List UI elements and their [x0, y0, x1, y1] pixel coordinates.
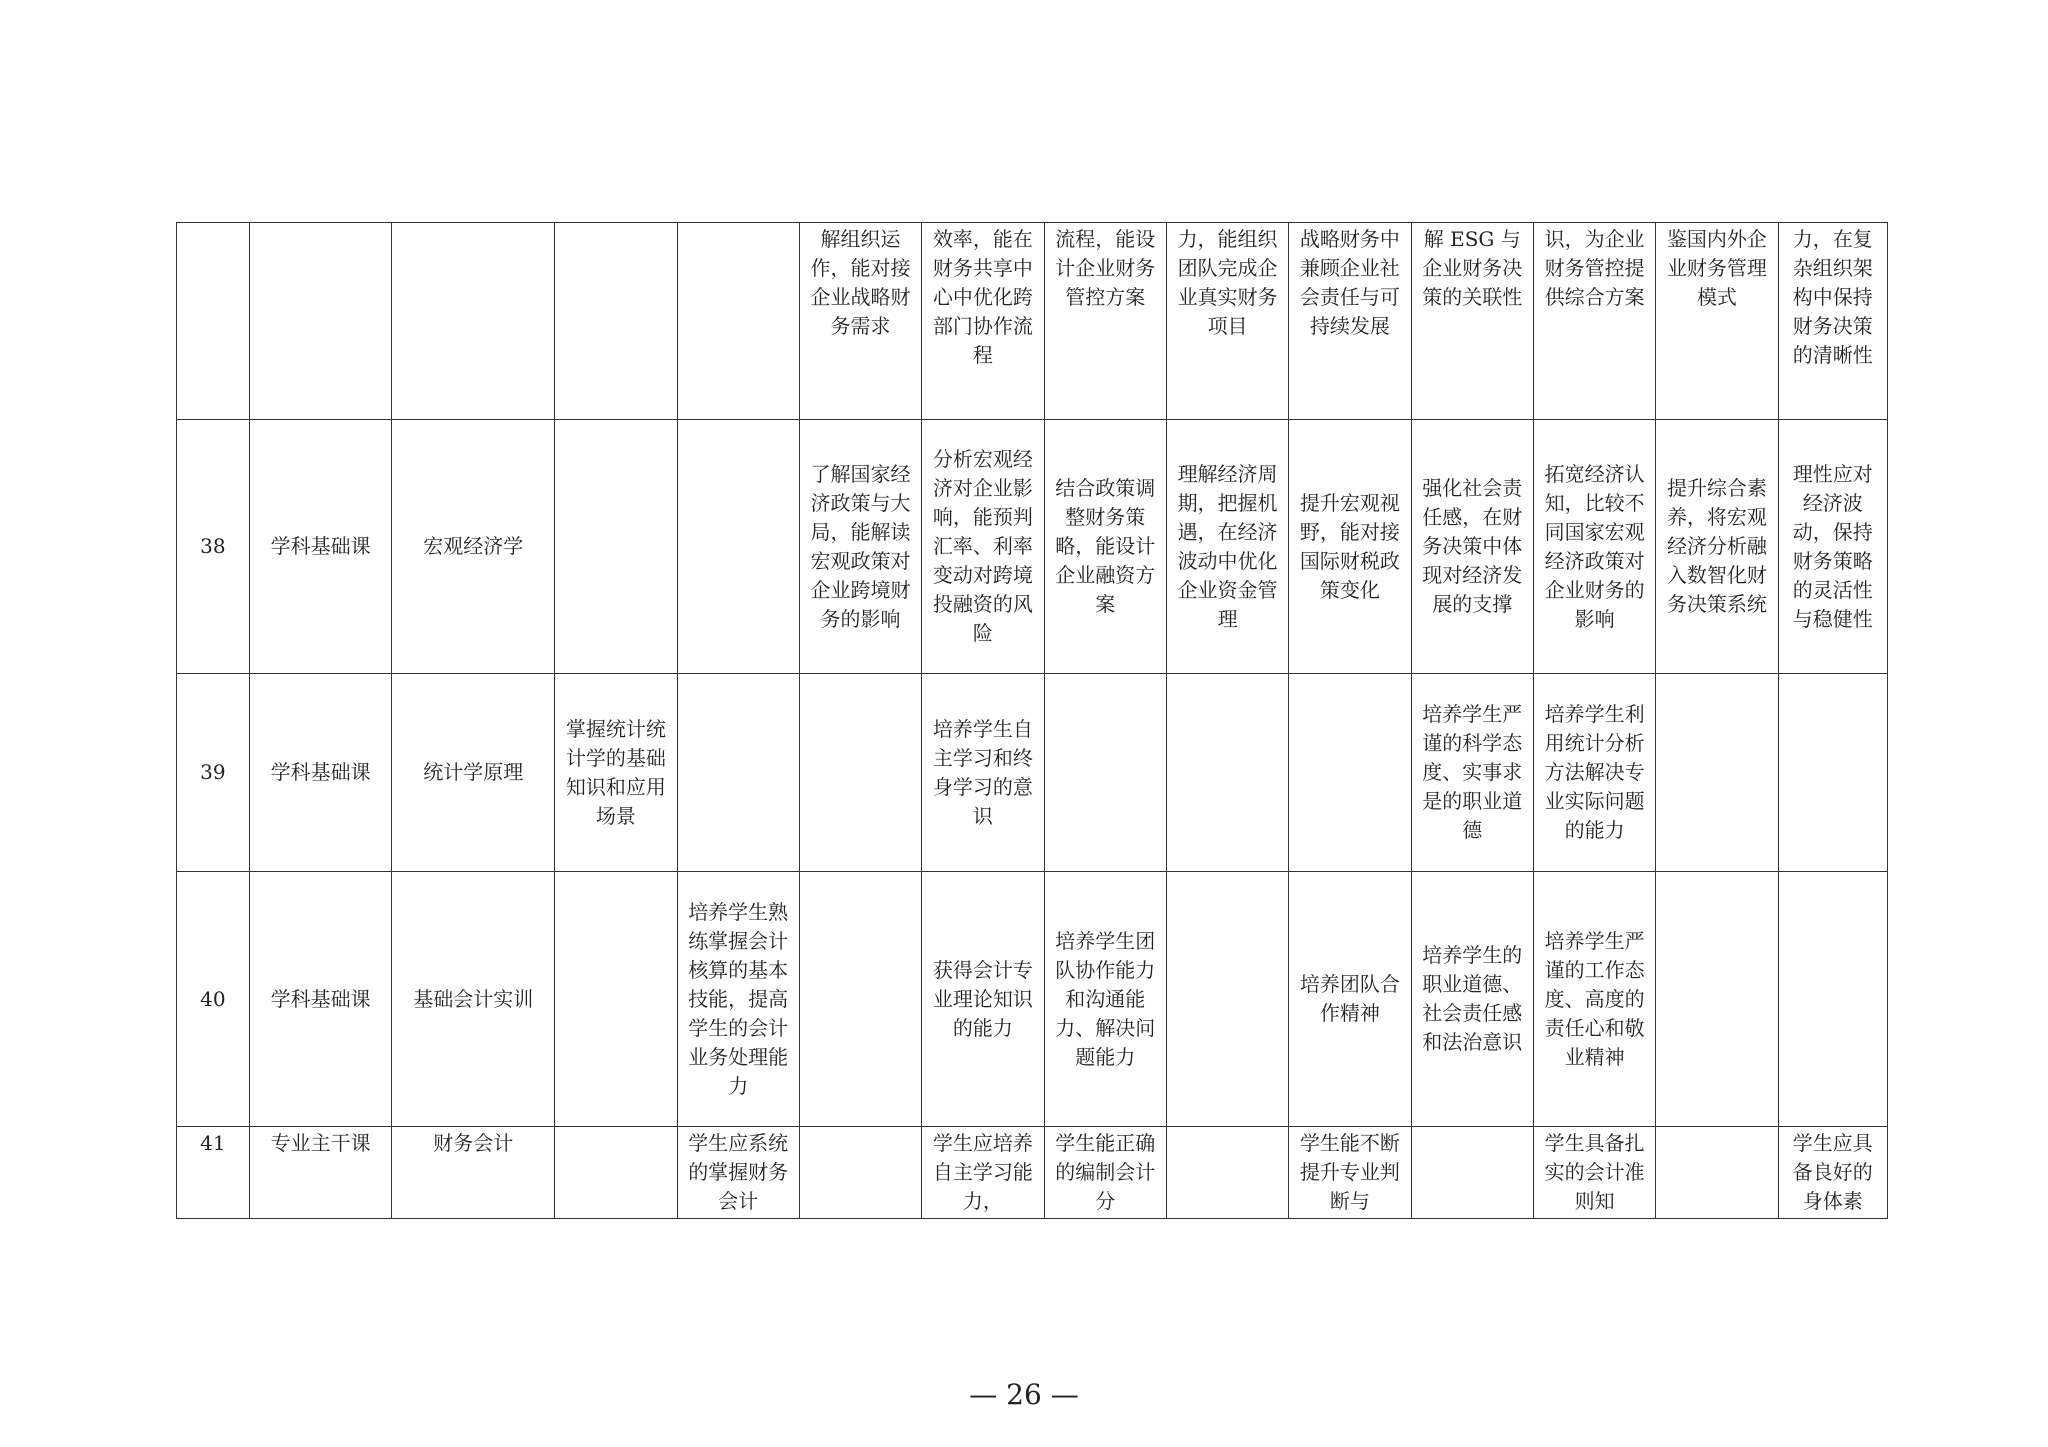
objective-cell — [677, 674, 799, 872]
objective-cell: 解 ESG 与企业财务决策的关联性 — [1411, 223, 1533, 420]
objective-cell: 培养学生熟练掌握会计核算的基本技能，提高学生的会计业务处理能力 — [677, 872, 799, 1127]
course-type-cell — [249, 223, 392, 420]
table-row — [177, 674, 1888, 872]
objective-cell — [799, 872, 921, 1127]
objective-cell: 掌握统计统计学的基础知识和应用场景 — [555, 674, 677, 872]
objective-cell: 效率，能在财务共享中心中优化跨部门协作流程 — [922, 223, 1044, 420]
objective-cell: 结合政策调整财务策略，能设计企业融资方案 — [1044, 420, 1166, 674]
objective-cell — [1166, 872, 1288, 1127]
table-row — [177, 1127, 1888, 1219]
row-number-cell: 39 — [177, 674, 250, 872]
row-number-cell: 41 — [177, 1127, 250, 1219]
objective-cell — [1166, 674, 1288, 872]
objective-cell — [1411, 1127, 1533, 1219]
objective-cell: 力，能组织团队完成企业真实财务项目 — [1166, 223, 1288, 420]
objective-cell: 提升综合素养，将宏观经济分析融入数智化财务决策系统 — [1656, 420, 1778, 674]
course-name-cell: 财务会计 — [392, 1127, 555, 1219]
objective-cell: 强化社会责任感，在财务决策中体现对经济发展的支撑 — [1411, 420, 1533, 674]
objective-cell — [1656, 872, 1778, 1127]
objective-cell: 获得会计专业理论知识的能力 — [922, 872, 1044, 1127]
objective-cell — [1289, 674, 1411, 872]
objective-cell — [677, 223, 799, 420]
table-row — [177, 872, 1888, 1127]
objective-cell: 识，为企业财务管控提供综合方案 — [1533, 223, 1655, 420]
objective-cell: 培养学生的职业道德、社会责任感和法治意识 — [1411, 872, 1533, 1127]
course-name-cell — [392, 223, 555, 420]
course-type-cell: 学科基础课 — [249, 420, 392, 674]
objective-cell: 学生能正确的编制会计分 — [1044, 1127, 1166, 1219]
table-row — [177, 420, 1888, 674]
objective-cell: 培养学生团队协作能力和沟通能力、解决问题能力 — [1044, 872, 1166, 1127]
course-type-cell: 学科基础课 — [249, 674, 392, 872]
objective-cell: 学生能不断提升专业判断与 — [1289, 1127, 1411, 1219]
objective-cell: 培养学生严谨的科学态度、实事求是的职业道德 — [1411, 674, 1533, 872]
objective-cell: 了解国家经济政策与大局，能解读宏观政策对企业跨境财务的影响 — [799, 420, 921, 674]
objective-cell: 理解经济周期，把握机遇，在经济波动中优化企业资金管理 — [1166, 420, 1288, 674]
objective-cell: 战略财务中兼顾企业社会责任与可持续发展 — [1289, 223, 1411, 420]
course-objectives-table — [176, 222, 1888, 1219]
objective-cell — [555, 420, 677, 674]
objective-cell — [555, 1127, 677, 1219]
objective-cell: 培养学生严谨的工作态度、高度的责任心和敬业精神 — [1533, 872, 1655, 1127]
objective-cell: 学生应培养自主学习能力， — [922, 1127, 1044, 1219]
table-row — [177, 223, 1888, 420]
course-type-cell: 专业主干课 — [249, 1127, 392, 1219]
objective-cell — [555, 872, 677, 1127]
objective-cell — [1656, 1127, 1778, 1219]
objective-cell: 力，在复杂组织架构中保持财务决策的清晰性 — [1778, 223, 1887, 420]
objective-cell: 解组织运作，能对接企业战略财务需求 — [799, 223, 921, 420]
objective-cell — [1656, 674, 1778, 872]
objective-cell — [1778, 674, 1887, 872]
objective-cell — [1166, 1127, 1288, 1219]
objective-cell — [799, 1127, 921, 1219]
course-name-cell: 基础会计实训 — [392, 872, 555, 1127]
objective-cell: 拓宽经济认知，比较不同国家宏观经济政策对企业财务的影响 — [1533, 420, 1655, 674]
course-type-cell: 学科基础课 — [249, 872, 392, 1127]
objective-cell: 学生应具备良好的身体素 — [1778, 1127, 1887, 1219]
objective-cell: 培养团队合作精神 — [1289, 872, 1411, 1127]
course-name-cell: 统计学原理 — [392, 674, 555, 872]
objective-cell: 学生具备扎实的会计准则知 — [1533, 1127, 1655, 1219]
page-number: — 26 — — [969, 1378, 1079, 1411]
objective-cell: 分析宏观经济对企业影响，能预判汇率、利率变动对跨境投融资的风险 — [922, 420, 1044, 674]
objective-cell: 流程，能设计企业财务管控方案 — [1044, 223, 1166, 420]
row-number-cell — [177, 223, 250, 420]
objective-cell: 理性应对经济波动，保持财务策略的灵活性与稳健性 — [1778, 420, 1887, 674]
row-number-cell: 40 — [177, 872, 250, 1127]
objective-cell: 学生应系统的掌握财务会计 — [677, 1127, 799, 1219]
objective-cell — [1044, 674, 1166, 872]
objective-cell — [799, 674, 921, 872]
row-number-cell: 38 — [177, 420, 250, 674]
objective-cell: 培养学生利用统计分析方法解决专业实际问题的能力 — [1533, 674, 1655, 872]
objective-cell — [1778, 872, 1887, 1127]
objective-cell: 提升宏观视野，能对接国际财税政策变化 — [1289, 420, 1411, 674]
objective-cell: 培养学生自主学习和终身学习的意识 — [922, 674, 1044, 872]
objective-cell — [677, 420, 799, 674]
objective-cell — [555, 223, 677, 420]
objective-cell: 鉴国内外企业财务管理模式 — [1656, 223, 1778, 420]
course-name-cell: 宏观经济学 — [392, 420, 555, 674]
